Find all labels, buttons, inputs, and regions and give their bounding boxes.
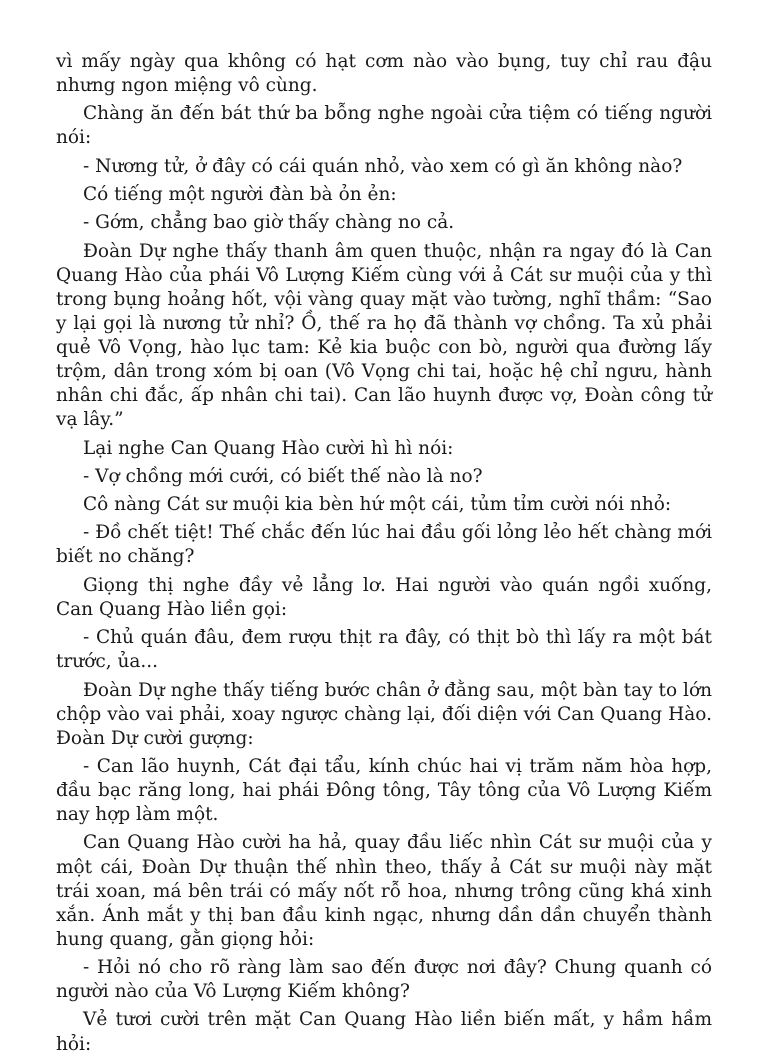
paragraph: - Hỏi nó cho rõ ràng làm sao đến được nơi đây? Chung quanh có người nào của Vô Lượng Kiếm không? [56, 957, 712, 1003]
paragraph: Giọng thị nghe đầy vẻ lẳng lơ. Hai người vào quán ngồi xuống, Can Quang Hào liền gọi: [56, 574, 712, 620]
paragraph: Đoàn Dự nghe thấy thanh âm quen thuộc, nhận ra ngay đó là Can Quang Hào của phái Vô Lượng Kiếm cùng với ả Cát sư muội của y thì trong bụng hoảng hốt, vội vàng quay mặt vào tường, nghĩ thầm: “Sao y lại gọi là nương tử nhỉ? Ồ, thế ra họ đã thành vợ chồng. Ta xủ phải quẻ Vô Vọng, hào lục tam: Kẻ kia buộc con bò, người qua đường lấy trộm, dân trong xóm bị oan (Vô Vọng chi tai, hoặc hệ chỉ ngưu, hành nhân chi đắc, ấp nhân chi tai). Can lão huynh được vợ, Đoàn công tử vạ lây.” [56, 240, 712, 431]
paragraph: Can Quang Hào cười ha hả, quay đầu liếc nhìn Cát sư muội của y một cái, Đoàn Dự thuận thế nhìn theo, thấy ả Cát sư muội này mặt trái xoan, má bên trái có mấy nốt rỗ hoa, nhưng trông cũng khá xinh xắn. Ánh mắt y thị ban đầu kinh ngạc, nhưng dần dần chuyển thành hung quang, gằn giọng hỏi: [56, 832, 712, 950]
paragraph: Chàng ăn đến bát thứ ba bỗng nghe ngoài cửa tiệm có tiếng người nói: [56, 103, 712, 149]
paragraph-continued: vì mấy ngày qua không có hạt cơm nào vào bụng, tuy chỉ rau đậu nhưng ngon miệng vô cùng. [56, 51, 712, 97]
paragraph: - Chủ quán đâu, đem rượu thịt ra đây, có thịt bò thì lấy ra một bát trước, ủa... [56, 627, 712, 673]
paragraph: - Can lão huynh, Cát đại tẩu, kính chúc hai vị trăm năm hòa hợp, đầu bạc răng long, hai phái Đông tông, Tây tông của Vô Lượng Kiếm nay hợp làm một. [56, 755, 712, 826]
paragraph: Có tiếng một người đàn bà ỏn ẻn: [83, 184, 397, 206]
paragraph: Đoàn Dự nghe thấy tiếng bước chân ở đằng sau, một bàn tay to lớn chộp vào vai phải, xoay ngược chàng lại, đối diện với Can Quang Hào. Đoàn Dự cười gượng: [56, 679, 712, 749]
paragraph: - Đồ chết tiệt! Thế chắc đến lúc hai đầu gối lỏng lẻo hết chàng mới biết no chăng? [56, 522, 712, 568]
paragraph: - Vợ chồng mới cưới, có biết thế nào là no? [83, 465, 483, 487]
paragraph: Cô nàng Cát sư muội kia bèn hứ một cái, tủm tỉm cười nói nhỏ: [83, 494, 672, 516]
paragraph: - Gớm, chẳng bao giờ thấy chàng no cả. [83, 212, 455, 234]
paragraph: - Nương tử, ở đây có cái quán nhỏ, vào xem có gì ăn không nào? [83, 155, 683, 177]
paragraph: Vẻ tươi cười trên mặt Can Quang Hào liền biến mất, y hầm hầm hỏi: [56, 1009, 712, 1055]
book-page [56, 50, 712, 1061]
paragraph: Lại nghe Can Quang Hào cười hì hì nói: [83, 437, 454, 459]
